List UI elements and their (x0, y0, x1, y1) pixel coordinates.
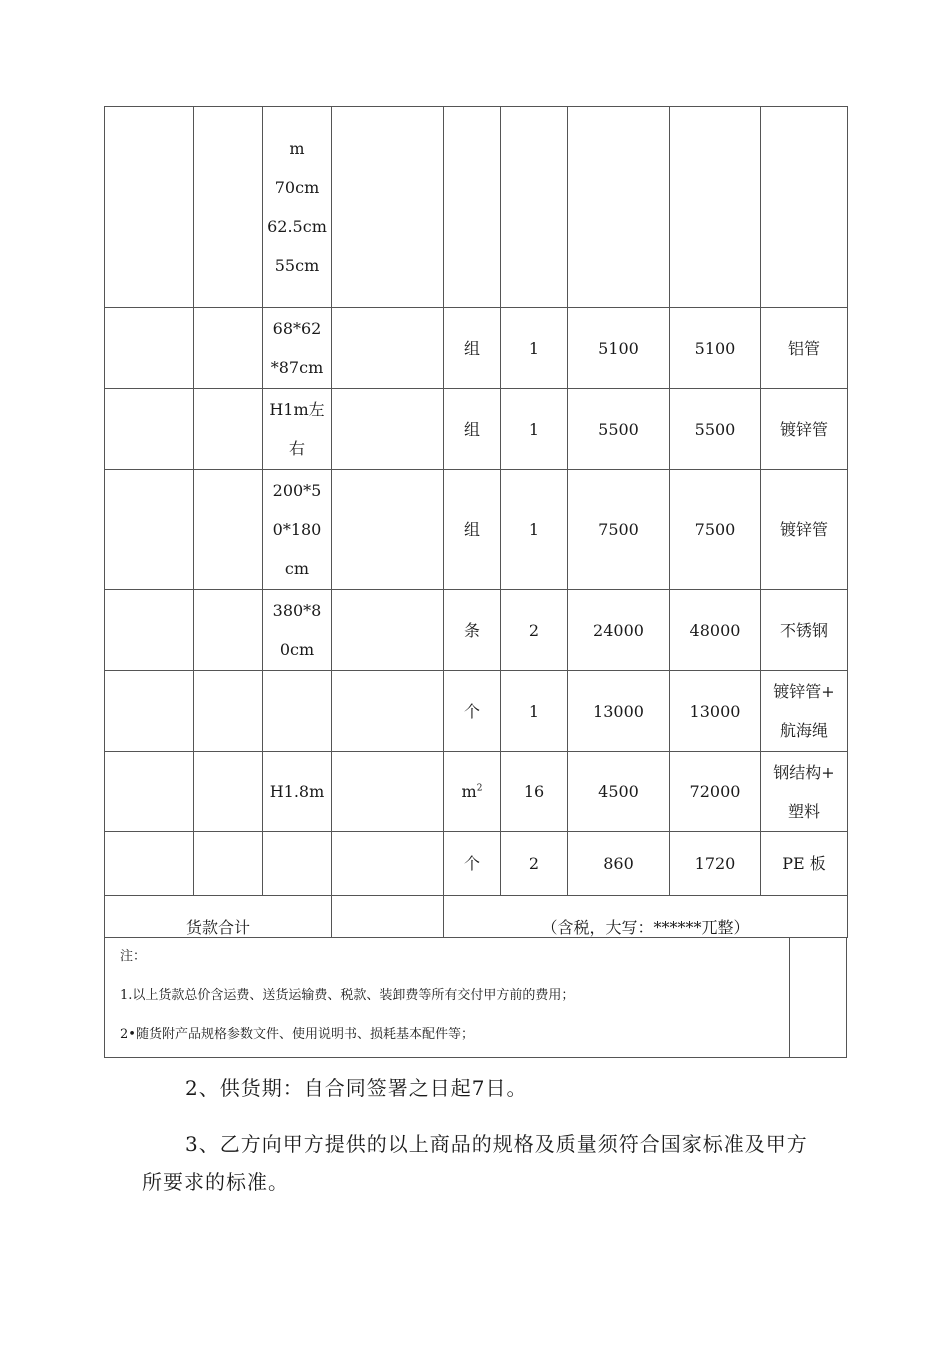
blank-cell (332, 752, 444, 832)
qty-cell: 2 (501, 832, 568, 896)
clause-3-line-1: 3、乙方向甲方提供的以上商品的规格及质量须符合国家标准及甲方 (185, 1132, 808, 1156)
blank-cell (194, 470, 263, 590)
blank-cell (105, 752, 194, 832)
notes-title: 注： (120, 949, 147, 964)
notes-divider (789, 937, 790, 1057)
table-row (105, 389, 848, 470)
notes-box (104, 937, 847, 1058)
amount-cell: 1720 (670, 832, 761, 896)
material-cell: PE 板 (761, 832, 848, 896)
unit-cell: 个 (444, 671, 501, 752)
spec-cell (263, 671, 332, 752)
amount-cell: 7500 (670, 470, 761, 590)
total-label: 货款合计 (105, 896, 332, 938)
unit-cell (444, 107, 501, 308)
unit-cell: 组 (444, 308, 501, 389)
blank-cell (194, 107, 263, 308)
unit-cell: 组 (444, 470, 501, 590)
material-cell: 镀锌管 (761, 389, 848, 470)
blank-cell (332, 590, 444, 671)
total-amount-text: （含税，大写：******兀整） (444, 896, 848, 938)
clause-2: 2、供货期：自合同签署之日起7日。 (185, 1076, 528, 1100)
blank-cell (332, 107, 444, 308)
unit-cell: 条 (444, 590, 501, 671)
blank-cell (194, 752, 263, 832)
material-cell: 铝管 (761, 308, 848, 389)
blank-cell (194, 308, 263, 389)
table-row (105, 590, 848, 671)
blank-cell (105, 832, 194, 896)
blank-cell (194, 671, 263, 752)
goods-table (104, 106, 848, 938)
table-row (105, 832, 848, 896)
price-cell: 5500 (568, 389, 670, 470)
amount-cell: 13000 (670, 671, 761, 752)
price-cell: 860 (568, 832, 670, 896)
material-cell (761, 107, 848, 308)
spec-cell: H1m左 右 (263, 389, 332, 470)
unit-cell: 组 (444, 389, 501, 470)
price-cell: 24000 (568, 590, 670, 671)
qty-cell: 16 (501, 752, 568, 832)
qty-cell: 1 (501, 389, 568, 470)
price-cell: 13000 (568, 671, 670, 752)
qty-cell: 2 (501, 590, 568, 671)
table-row (105, 107, 848, 308)
blank-cell (332, 896, 444, 938)
qty-cell (501, 107, 568, 308)
blank-cell (332, 671, 444, 752)
blank-cell (105, 671, 194, 752)
blank-cell (105, 470, 194, 590)
material-cell: 镀锌管+ 航海绳 (761, 671, 848, 752)
price-cell: 4500 (568, 752, 670, 832)
blank-cell (194, 389, 263, 470)
blank-cell (332, 308, 444, 389)
amount-cell (670, 107, 761, 308)
unit-cell: 个 (444, 832, 501, 896)
notes-line-1: 1.以上货款总价含运费、送货运输费、税款、装卸费等所有交付甲方前的费用； (120, 988, 575, 1003)
amount-cell: 72000 (670, 752, 761, 832)
clause-3-line-2: 所要求的标准。 (142, 1170, 289, 1194)
blank-cell (194, 832, 263, 896)
blank-cell (332, 832, 444, 896)
blank-cell (105, 590, 194, 671)
amount-cell: 48000 (670, 590, 761, 671)
spec-cell: 380*8 0cm (263, 590, 332, 671)
unit-superscript: 2 (476, 783, 483, 794)
notes-line-2: 2•随货附产品规格参数文件、使用说明书、损耗基本配件等； (120, 1027, 474, 1042)
spec-cell: m 70cm 62.5cm 55cm (263, 107, 332, 308)
amount-cell: 5500 (670, 389, 761, 470)
price-cell (568, 107, 670, 308)
material-cell: 镀锌管 (761, 470, 848, 590)
qty-cell: 1 (501, 308, 568, 389)
table-row (105, 470, 848, 590)
spec-cell: 200*5 0*180 cm (263, 470, 332, 590)
blank-cell (105, 308, 194, 389)
material-cell: 不锈钢 (761, 590, 848, 671)
table-row (105, 752, 848, 832)
qty-cell: 1 (501, 671, 568, 752)
blank-cell (332, 470, 444, 590)
spec-cell: 68*62 *87cm (263, 308, 332, 389)
unit-text: m (461, 782, 477, 801)
total-row (105, 896, 848, 938)
spec-cell: H1.8m (263, 752, 332, 832)
blank-cell (194, 590, 263, 671)
blank-cell (105, 389, 194, 470)
unit-cell (444, 752, 501, 832)
price-cell: 5100 (568, 308, 670, 389)
qty-cell: 1 (501, 470, 568, 590)
price-cell: 7500 (568, 470, 670, 590)
spec-cell (263, 832, 332, 896)
blank-cell (332, 389, 444, 470)
amount-cell: 5100 (670, 308, 761, 389)
blank-cell (105, 107, 194, 308)
table-row (105, 671, 848, 752)
material-cell: 钢结构+ 塑料 (761, 752, 848, 832)
table-row (105, 308, 848, 389)
